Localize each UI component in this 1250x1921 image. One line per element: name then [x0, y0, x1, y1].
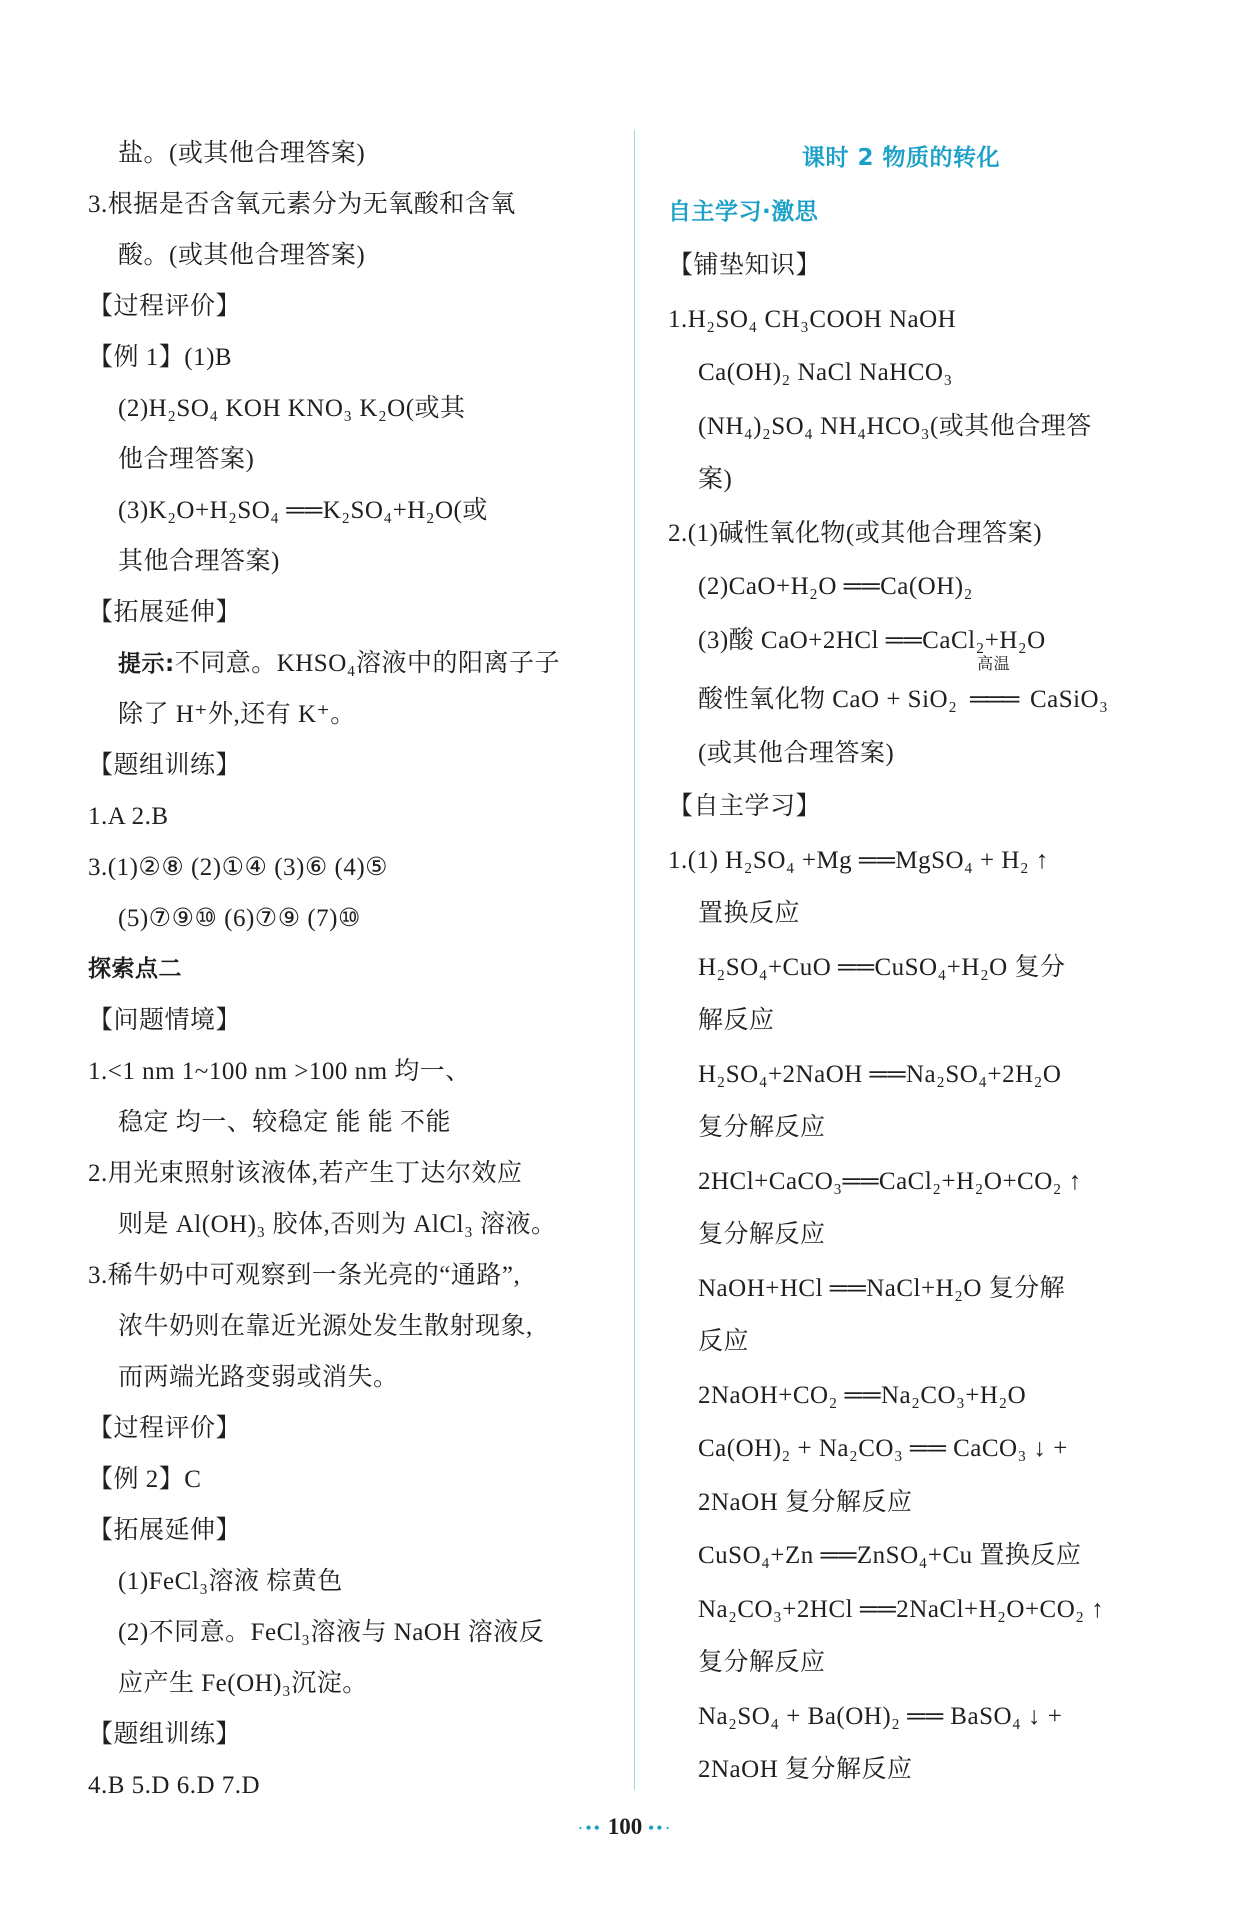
answer-line: H₂SO₄+CuO ══CuSO₄+H₂O 复分	[698, 953, 1066, 981]
answer-line: 盐。(或其他合理答案)	[118, 140, 366, 167]
answer-line: CuSO₄+Zn ══ZnSO₄+Cu 置换反应	[698, 1542, 1082, 1569]
answer-line: 除了 H⁺外,还有 K⁺。	[118, 701, 356, 728]
section-heading: 【拓展延伸】	[88, 1517, 242, 1544]
answer-line: 2.用光束照射该液体,若产生丁达尔效应	[88, 1160, 523, 1187]
answer-line: Ca(OH)₂ NaCl NaHCO₃	[698, 359, 953, 386]
answer-line: 2NaOH 复分解反应	[698, 1756, 913, 1783]
answer-line: (2)H₂SO₄ KOH KNO₃ K₂O(或其	[118, 395, 466, 422]
answer-line: 应产生 Fe(OH)₃沉淀。	[118, 1670, 368, 1697]
answer-line: 2HCl+CaCO₃══CaCl₂+H₂O+CO₂ ↑	[698, 1167, 1082, 1195]
answer-line: (5)⑦⑨⑩ (6)⑦⑨ (7)⑩	[118, 905, 361, 932]
right-ornament-icon: ••·	[648, 1818, 673, 1838]
answer-line: 浓牛奶则在靠近光源处发生散射现象,	[118, 1313, 533, 1340]
answer-line: (3)酸 CaO+2HCl ══CaCl₂+H₂O	[698, 626, 1046, 654]
section-heading: 【过程评价】	[88, 1415, 242, 1442]
left-ornament-icon: ·••	[577, 1818, 602, 1838]
answer-line: 复分解反应	[698, 1114, 826, 1141]
reaction-condition-text: 高温	[977, 656, 1011, 673]
example-label: 【例 1】(1)B	[88, 344, 233, 371]
answer-line: 复分解反应	[698, 1649, 826, 1676]
section-heading: 【问题情境】	[88, 1007, 242, 1034]
reaction-condition	[970, 656, 1018, 727]
lesson-title: 课时 2 物质的转化	[802, 145, 1001, 171]
section-heading: 【自主学习】	[668, 793, 822, 820]
answer-line: 他合理答案)	[118, 446, 255, 473]
section-heading: 【题组训练】	[88, 1721, 242, 1748]
answer-line: 则是 Al(OH)₃ 胶体,否则为 AlCl₃ 溶液。	[118, 1211, 557, 1238]
column-divider	[634, 130, 635, 1790]
answer-line: 而两端光路变弱或消失。	[118, 1364, 399, 1391]
answer-line: 1.<1 nm 1~100 nm >100 nm 均一、	[88, 1058, 471, 1085]
oxide-reaction-suffix: CaSiO₃	[1023, 686, 1109, 713]
answer-line: 1.A 2.B	[88, 803, 169, 830]
answer-line: (3)K₂O+H₂SO₄ ══K₂SO₄+H₂O(或	[118, 497, 488, 524]
page-number: 100	[607, 1814, 643, 1839]
subsection-title: 探索点二	[88, 956, 182, 982]
hint-label: 提示:	[118, 651, 175, 677]
right-column	[668, 132, 1188, 1797]
answer-line: 3.稀牛奶中可观察到一条光亮的“通路”,	[88, 1262, 521, 1289]
section-heading: 【过程评价】	[88, 293, 242, 320]
oxide-reaction-prefix: 酸性氧化物 CaO + SiO₂	[698, 686, 965, 713]
left-column	[88, 128, 618, 1811]
answer-line: 3.根据是否含氧元素分为无氧酸和含氧	[88, 191, 516, 218]
answer-line: 2.(1)碱性氧化物(或其他合理答案)	[668, 519, 1043, 547]
answer-line: 2NaOH+CO₂ ══Na₂CO₃+H₂O	[698, 1381, 1027, 1409]
section-title: 自主学习·激思	[668, 198, 819, 225]
answer-line: (或其他合理答案)	[698, 739, 895, 767]
answer-line: (2)不同意。FeCl₃溶液与 NaOH 溶液反	[118, 1619, 545, 1646]
answer-line: Na₂CO₃+2HCl ══2NaCl+H₂O+CO₂ ↑	[698, 1595, 1105, 1623]
example-label: 【例 2】C	[88, 1466, 202, 1493]
answer-line: 复分解反应	[698, 1221, 826, 1248]
answer-line: 反应	[698, 1328, 750, 1355]
answer-line: NaOH+HCl ══NaCl+H₂O 复分解	[698, 1274, 1066, 1302]
answer-line: 案)	[698, 466, 733, 493]
answer-line: H₂SO₄+2NaOH ══Na₂SO₄+2H₂O	[698, 1060, 1062, 1088]
hint-text: 不同意。KHSO₄溶液中的阳离子子	[174, 650, 560, 677]
answer-line: 1.H₂SO₄ CH₃COOH NaOH	[668, 305, 957, 333]
answer-line: 酸。(或其他合理答案)	[118, 242, 366, 269]
answer-line: (1)FeCl₃溶液 棕黄色	[118, 1568, 343, 1595]
section-heading: 【铺垫知识】	[668, 252, 822, 279]
answer-line: 稳定 均一、较稳定 能 能 不能	[118, 1109, 452, 1136]
answer-line: (2)CaO+H₂O ══Ca(OH)₂	[698, 573, 973, 600]
answer-line: (NH₄)₂SO₄ NH₄HCO₃(或其他合理答	[698, 412, 1092, 440]
hint-line	[88, 638, 618, 689]
section-heading: 【题组训练】	[88, 752, 242, 779]
answer-line: Na₂SO₄ + Ba(OH)₂ ══ BaSO₄ ↓ +	[698, 1702, 1063, 1730]
section-heading: 【拓展延伸】	[88, 599, 242, 626]
page-footer	[0, 1814, 1250, 1854]
answer-line: Ca(OH)₂ + Na₂CO₃ ══ CaCO₃ ↓ +	[698, 1435, 1068, 1462]
answer-line: 置换反应	[698, 900, 801, 927]
oxide-reaction-line	[668, 656, 1188, 727]
reaction-equals-bar: ═══	[970, 686, 1018, 713]
answer-line: 3.(1)②⑧ (2)①④ (3)⑥ (4)⑤	[88, 854, 389, 881]
answer-line: 其他合理答案)	[118, 548, 280, 575]
answer-line: 解反应	[698, 1007, 775, 1034]
answer-line: 2NaOH 复分解反应	[698, 1488, 913, 1516]
answer-line: 4.B 5.D 6.D 7.D	[88, 1772, 261, 1799]
answer-line: 1.(1) H₂SO₄ +Mg ══MgSO₄ + H₂ ↑	[668, 846, 1049, 874]
